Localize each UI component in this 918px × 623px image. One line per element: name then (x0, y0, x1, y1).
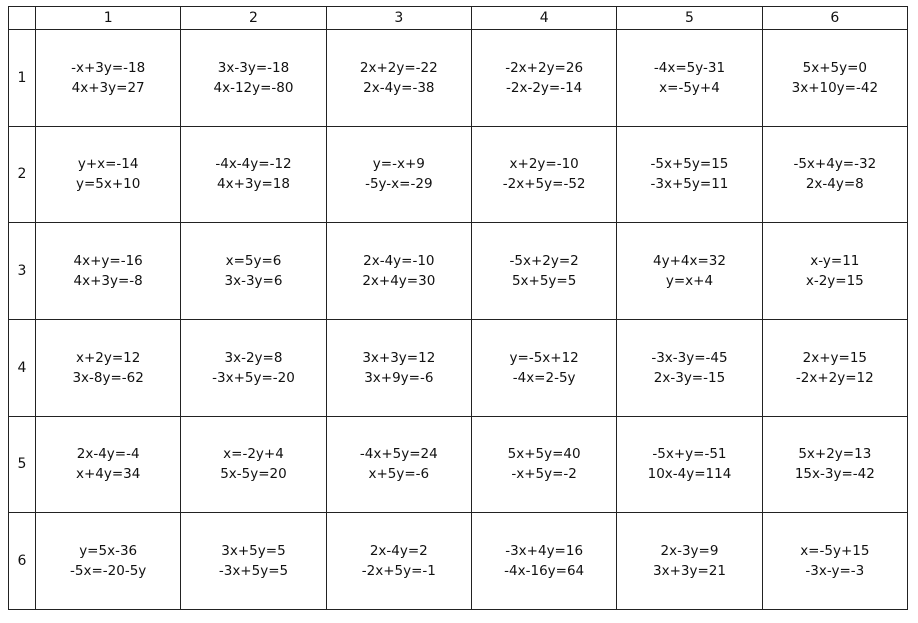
equation-line: 2x-4y=2 (369, 543, 428, 560)
equation-line: 2x-4y=8 (805, 176, 864, 193)
row-header-5: 5 (9, 416, 36, 513)
equation-cell (326, 513, 471, 610)
equation-line: 3x+3y=12 (362, 349, 436, 366)
table-row (9, 416, 908, 513)
equation-line: x+4y=34 (75, 466, 141, 483)
table-row (9, 30, 908, 127)
equation-cell (762, 223, 907, 320)
equation-line: y+x=-14 (77, 156, 139, 173)
equation-cell (36, 223, 181, 320)
equation-cell (181, 319, 326, 416)
equation-cell (471, 30, 616, 127)
equation-line: 5x+2y=13 (798, 446, 872, 463)
equation-line: -x+3y=-18 (71, 59, 146, 76)
equation-cell (617, 319, 762, 416)
equation-line: -2x-2y=-14 (506, 79, 583, 96)
equation-cell (471, 126, 616, 223)
equation-line: -4x=5y-31 (653, 59, 726, 76)
equation-line: -3x+5y=11 (650, 176, 729, 193)
equation-line: 4x+y=-16 (73, 253, 143, 270)
equation-line: 5x-5y=20 (220, 466, 287, 483)
equation-cell (762, 513, 907, 610)
equation-line: -5x+y=-51 (652, 446, 727, 463)
equation-line: x=-2y+4 (223, 446, 284, 463)
row-header-3: 3 (9, 223, 36, 320)
equation-cell (762, 319, 907, 416)
equation-line: 5x+5y=40 (507, 446, 581, 463)
corner-cell (9, 7, 36, 30)
equation-line: 4y+4x=32 (652, 253, 726, 270)
equation-cell (36, 319, 181, 416)
equation-line: 3x+10y=-42 (791, 79, 879, 96)
column-header-row (9, 7, 908, 30)
equation-line: 15x-3y=-42 (794, 466, 875, 483)
equation-line: -2x+5y=-1 (361, 563, 436, 580)
equation-cell (181, 126, 326, 223)
table-row (9, 513, 908, 610)
equation-line: y=5x-36 (79, 543, 138, 560)
equation-line: 10x-4y=114 (647, 466, 732, 483)
equation-line: 3x-3y=-18 (217, 59, 290, 76)
equation-line: 3x+3y=21 (652, 563, 726, 580)
equation-line: x=5y=6 (225, 253, 282, 270)
equation-cell (326, 223, 471, 320)
column-header-5: 5 (617, 7, 762, 30)
equation-cell (181, 513, 326, 610)
equation-line: -3x+5y=-20 (212, 369, 295, 386)
row-header-4: 4 (9, 319, 36, 416)
equation-line: 4x+3y=18 (217, 176, 290, 193)
equation-line: -3x+5y=5 (218, 563, 289, 580)
equation-cell (762, 416, 907, 513)
column-header-3: 3 (326, 7, 471, 30)
equation-line: -4x-16y=64 (504, 563, 585, 580)
worksheet (8, 6, 908, 610)
equation-line: y=x+4 (665, 273, 714, 290)
equation-cell (36, 513, 181, 610)
equation-cell (471, 319, 616, 416)
equation-line: 3x-2y=8 (224, 349, 283, 366)
equation-line: x=-5y+15 (800, 543, 870, 560)
table-row (9, 319, 908, 416)
row-header-1: 1 (9, 30, 36, 127)
equation-line: -5x+4y=-32 (793, 156, 877, 173)
equation-line: 2x-4y=-38 (363, 79, 435, 96)
equation-line: 3x+9y=-6 (364, 369, 434, 386)
equation-cell (617, 416, 762, 513)
table-row (9, 223, 908, 320)
equation-line: -5x+5y=15 (650, 156, 729, 173)
equation-line: -3x-3y=-45 (651, 349, 728, 366)
equation-cell (36, 30, 181, 127)
equation-line: 5x+5y=5 (511, 273, 577, 290)
equation-line: 3x-3y=6 (224, 273, 283, 290)
equation-cell (762, 126, 907, 223)
equation-line: 2x-4y=-10 (363, 253, 435, 270)
equation-cell (326, 126, 471, 223)
equation-line: 4x+3y=-8 (73, 273, 143, 290)
equation-cell (471, 513, 616, 610)
equation-line: -3x+4y=16 (505, 543, 584, 560)
equation-line: 2x-4y=-4 (76, 446, 140, 463)
equation-line: -4x-4y=-12 (215, 156, 292, 173)
equation-line: y=-5x+12 (509, 349, 579, 366)
equation-line: x+2y=-10 (509, 156, 579, 173)
equation-line: 5x+5y=0 (802, 59, 867, 76)
equation-line: x+5y=-6 (368, 466, 430, 483)
equation-line: y=5x+10 (75, 176, 141, 193)
equation-line: 3x-8y=-62 (72, 369, 144, 386)
row-header-2: 2 (9, 126, 36, 223)
equation-line: -5x+2y=2 (509, 253, 579, 270)
equation-line: 2x+4y=30 (362, 273, 436, 290)
equations-grid (8, 6, 908, 610)
equation-cell (471, 223, 616, 320)
equation-line: -4x=2-5y (512, 369, 576, 386)
equation-line: 2x+2y=-22 (359, 59, 438, 76)
equation-cell (617, 223, 762, 320)
equation-line: 2x-3y=9 (660, 543, 719, 560)
equation-line: -2x+2y=12 (795, 369, 874, 386)
equation-line: 3x+5y=5 (221, 543, 286, 560)
equation-cell (36, 416, 181, 513)
equation-cell (326, 319, 471, 416)
equation-line: x-2y=15 (805, 273, 864, 290)
equation-cell (326, 30, 471, 127)
column-header-2: 2 (181, 7, 326, 30)
equation-cell (471, 416, 616, 513)
equation-line: y=-x+9 (372, 156, 425, 173)
equation-cell (181, 223, 326, 320)
equation-line: x=-5y+4 (659, 79, 720, 96)
equation-line: -5y-x=-29 (365, 176, 433, 193)
row-header-6: 6 (9, 513, 36, 610)
equation-line: 4x+3y=27 (71, 79, 145, 96)
equation-cell (181, 416, 326, 513)
equation-cell (326, 416, 471, 513)
equation-cell (617, 513, 762, 610)
equation-line: -4x+5y=24 (359, 446, 438, 463)
equation-cell (36, 126, 181, 223)
equation-line: x+2y=12 (75, 349, 141, 366)
equation-cell (617, 30, 762, 127)
column-header-1: 1 (36, 7, 181, 30)
equation-line: -2x+2y=26 (505, 59, 584, 76)
equation-line: -2x+5y=-52 (502, 176, 586, 193)
table-row (9, 126, 908, 223)
equation-cell (617, 126, 762, 223)
equation-cell (762, 30, 907, 127)
column-header-4: 4 (471, 7, 616, 30)
equation-line: -3x-y=-3 (805, 563, 865, 580)
equation-line: 4x-12y=-80 (213, 79, 294, 96)
equation-cell (181, 30, 326, 127)
equation-line: 2x+y=15 (802, 349, 867, 366)
equation-line: 2x-3y=-15 (653, 369, 726, 386)
column-header-6: 6 (762, 7, 907, 30)
equation-line: x-y=11 (810, 253, 860, 270)
equation-line: -5x=-20-5y (70, 563, 147, 580)
equation-line: -x+5y=-2 (511, 466, 577, 483)
